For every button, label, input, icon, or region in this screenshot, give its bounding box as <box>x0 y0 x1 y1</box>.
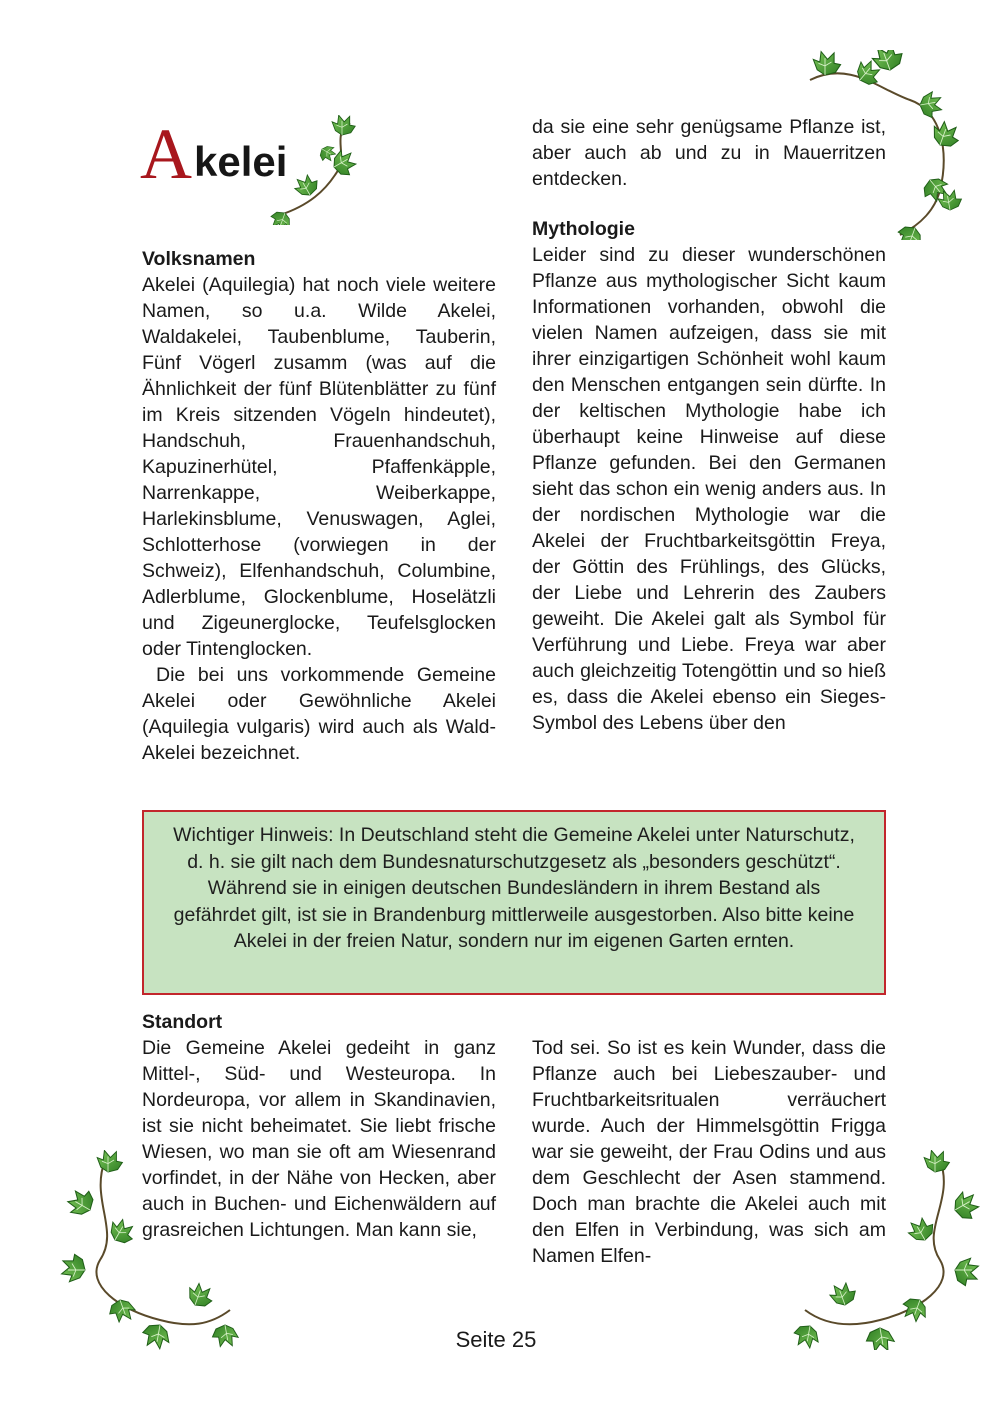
volksnamen-paragraph-2: Die bei uns vorkommende Gemeine Akelei oder Gewöhnliche Akelei (Aquilegia vulgaris) wird auch als Wald-Akelei bezeichnet. <box>142 664 496 764</box>
continuation-paragraph: da sie eine sehr genügsame Pflanze ist, aber auch ab und zu in Mauerritzen entdecken. <box>532 116 886 190</box>
volksnamen-heading: Volksnamen <box>142 248 256 270</box>
page-number: Seite 25 <box>455 1327 537 1352</box>
title-rest: kelei <box>194 138 288 185</box>
mythologie-continuation <box>532 1035 886 1269</box>
standort-paragraph: Die Gemeine Akelei gedeiht in ganz Mittel-, Süd- und Westeuropa. In Nordeuropa, vor allem in Skandinavien, ist sie nicht beheimatet. Sie liebt frische Wiesen, wo man sie oft am Wiesenrand vorfindet, in der Nähe von Hecken, aber auch in Buchen- und Eichenwäldern auf grasreichen Lichtungen. Man kann sie, <box>142 1037 496 1241</box>
standort-section <box>142 1009 496 1243</box>
mythologie-continuation-paragraph: Tod sei. So ist es kein Wunder, dass die Pflanze auch bei Liebeszauber- und Fruchtbarkeitsritualen verräuchert wurde. Auch der Himmelsgöttin Frigga war sie geweiht, der Frau Odins und aus dem Geschlecht der Asen stammend. Doch man brachte die Akelei auch mit den Elfen in Verbindung, was sich am Namen Elfen- <box>532 1037 886 1267</box>
ivy-vine-icon <box>250 115 360 225</box>
mythologie-section <box>532 114 886 736</box>
mythologie-heading: Mythologie <box>532 218 635 240</box>
notice-box <box>142 810 886 995</box>
standort-heading: Standort <box>142 1011 223 1033</box>
volksnamen-paragraph-1: Akelei (Aquilegia) hat noch viele weitere Namen, so u.a. Wilde Akelei, Waldakelei, Taubenblume, Tauberin, Fünf Vögerl zusamm (was auf die Ähnlichkeit der fünf Blütenblätter zu fünf im Kreis sitzenden Vögeln hindeutet), Handschuh, Frauenhandschuh, Kapuzinerhütel, Pfaffenkäpple, Narrenkappe, Weiberkappe, Harlekinsblume, Venuswagen, Aglei, Schlotterhose (vorwiegen in der Schweiz), Elfenhandschuh, Columbine, Adlerblume, Glockenblume, Hoselätzli und Zigeunerglocke, Teufelsglocken oder Tintenglocken. <box>142 274 496 660</box>
title-initial: A <box>140 114 192 194</box>
mythologie-paragraph: Leider sind zu dieser wunderschönen Pflanze aus mythologischer Sicht kaum Informationen vorhanden, obwohl die vielen Namen aufzeigen, dass sie mit ihrer einzigartigen Schönheit wohl kaum den Menschen entgangen sein dürfte. In der keltischen Mythologie habe ich überhaupt keine Hinweise auf diese Pflanze gefunden. Bei den Germanen sieht das schon ein wenig anders aus. In der nordischen Mythologie war die Akelei der Fruchtbarkeitsgöttin Freya, der Göttin des Frühlings, des Glücks, der Liebe und Lehrerin des Zaubers geweiht. Die Akelei galt als Symbol für Verführung und Liebe. Freya war aber auch gleichzeitig Totengöttin und so hieß es, dass die Akelei ebenso ein Sieges-Symbol des Lebens über den <box>532 244 886 734</box>
notice-text: Wichtiger Hinweis: In Deutschland steht die Gemeine Akelei unter Naturschutz, d. h. sie gilt nach dem Bundesnaturschutzgesetz als „besonders geschützt“. Während sie in einigen deutschen Bundesländern in ihrem Bestand als gefährdet gilt, ist sie in Brandenburg mittlerweile ausgestorben. Also bitte keine Akelei in der freien Natur, sondern nur im eigenen Garten ernten. <box>173 824 855 952</box>
volksnamen-section <box>142 246 496 766</box>
